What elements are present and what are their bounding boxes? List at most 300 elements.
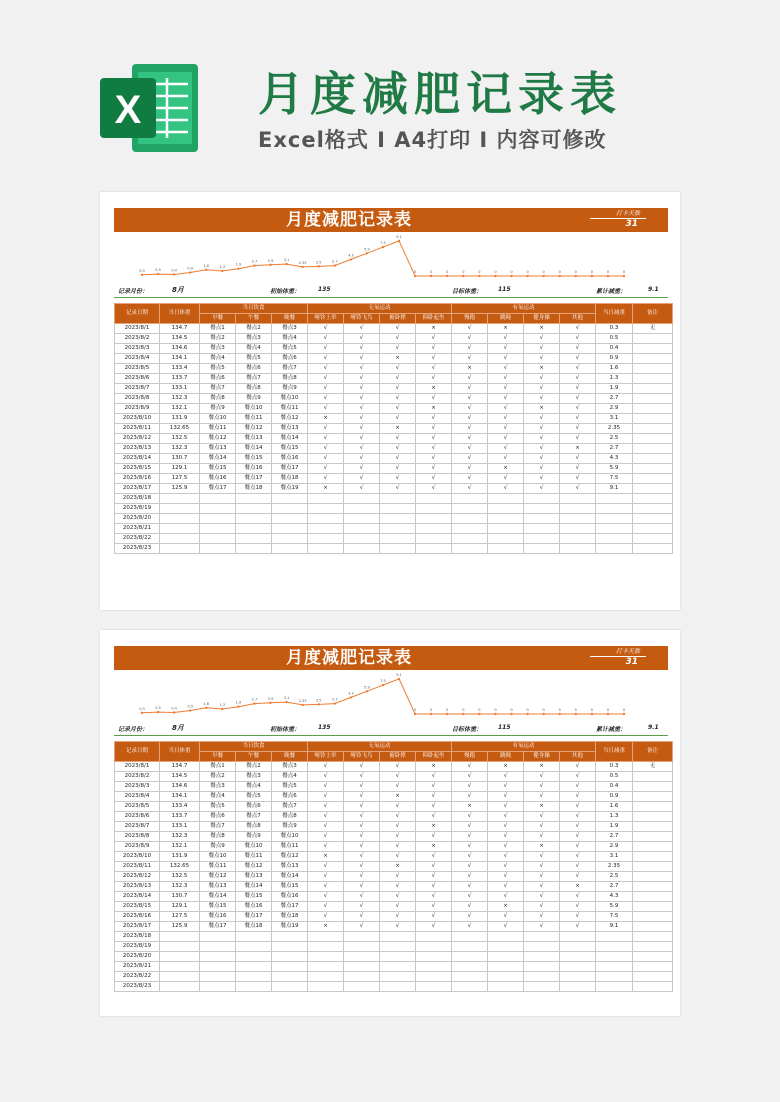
cell-jogging[interactable] [452, 504, 488, 514]
cell-jump-rope[interactable]: √ [488, 374, 524, 384]
cell-pushup[interactable]: √ [380, 912, 416, 922]
cell-dinner[interactable]: 餐点4 [272, 334, 308, 344]
cell-pushup[interactable]: √ [380, 842, 416, 852]
cell-aerobics[interactable]: √ [524, 334, 560, 344]
cell-jogging[interactable]: × [452, 364, 488, 374]
cell-lunch[interactable] [236, 952, 272, 962]
cell-note[interactable] [633, 932, 673, 942]
cell-jogging[interactable]: √ [452, 892, 488, 902]
cell-dumbbell-press[interactable]: √ [308, 842, 344, 852]
cell-lunch[interactable] [236, 534, 272, 544]
cell-other[interactable]: × [560, 444, 596, 454]
cell-situp[interactable]: √ [416, 464, 452, 474]
cell-date[interactable]: 2023/8/9 [115, 404, 160, 414]
cell-aerobics[interactable]: √ [524, 822, 560, 832]
cell-lunch[interactable]: 餐点3 [236, 334, 272, 344]
cell-loss[interactable]: 0.3 [596, 762, 633, 772]
cell-situp[interactable]: √ [416, 474, 452, 484]
cell-weight[interactable]: 132.3 [160, 832, 200, 842]
cell-other[interactable] [560, 942, 596, 952]
cell-dinner[interactable]: 餐点19 [272, 922, 308, 932]
cell-note[interactable] [633, 942, 673, 952]
cell-dumbbell-fly[interactable]: √ [344, 812, 380, 822]
cell-aerobics[interactable]: √ [524, 464, 560, 474]
cell-weight[interactable]: 134.5 [160, 772, 200, 782]
cell-dinner[interactable]: 餐点7 [272, 364, 308, 374]
cell-date[interactable]: 2023/8/8 [115, 832, 160, 842]
cell-aerobics[interactable]: × [524, 842, 560, 852]
cell-jump-rope[interactable]: √ [488, 912, 524, 922]
cell-weight[interactable]: 134.7 [160, 762, 200, 772]
cell-jogging[interactable]: √ [452, 822, 488, 832]
cell-jogging[interactable]: √ [452, 474, 488, 484]
cell-loss[interactable]: 0.3 [596, 324, 633, 334]
cell-breakfast[interactable]: 餐点4 [200, 354, 236, 364]
cell-lunch[interactable]: 餐点3 [236, 772, 272, 782]
cell-dumbbell-press[interactable]: √ [308, 772, 344, 782]
cell-dumbbell-fly[interactable]: √ [344, 354, 380, 364]
cell-jogging[interactable]: × [452, 802, 488, 812]
cell-dinner[interactable] [272, 932, 308, 942]
cell-dumbbell-press[interactable]: √ [308, 882, 344, 892]
cell-dumbbell-fly[interactable]: √ [344, 832, 380, 842]
cell-dumbbell-press[interactable]: √ [308, 324, 344, 334]
cell-aerobics[interactable]: √ [524, 832, 560, 842]
cell-pushup[interactable]: √ [380, 434, 416, 444]
cell-dumbbell-press[interactable] [308, 524, 344, 534]
cell-situp[interactable]: √ [416, 902, 452, 912]
cell-jogging[interactable] [452, 494, 488, 504]
cell-lunch[interactable]: 餐点14 [236, 444, 272, 454]
cell-aerobics[interactable] [524, 534, 560, 544]
cell-jogging[interactable]: √ [452, 484, 488, 494]
cell-situp[interactable]: √ [416, 892, 452, 902]
cell-pushup[interactable]: × [380, 354, 416, 364]
cell-situp[interactable] [416, 524, 452, 534]
cell-aerobics[interactable]: √ [524, 852, 560, 862]
cell-lunch[interactable]: 餐点9 [236, 832, 272, 842]
cell-pushup[interactable]: √ [380, 782, 416, 792]
cell-weight[interactable] [160, 932, 200, 942]
cell-date[interactable]: 2023/8/5 [115, 364, 160, 374]
cell-other[interactable] [560, 544, 596, 554]
cell-note[interactable] [633, 852, 673, 862]
cell-weight[interactable]: 133.1 [160, 822, 200, 832]
cell-note[interactable] [633, 882, 673, 892]
cell-breakfast[interactable]: 餐点17 [200, 922, 236, 932]
cell-jump-rope[interactable]: √ [488, 424, 524, 434]
cell-jump-rope[interactable]: × [488, 464, 524, 474]
cell-dumbbell-press[interactable] [308, 504, 344, 514]
cell-jogging[interactable]: √ [452, 444, 488, 454]
cell-loss[interactable]: 1.9 [596, 822, 633, 832]
cell-situp[interactable]: √ [416, 364, 452, 374]
cell-dumbbell-fly[interactable]: √ [344, 772, 380, 782]
cell-loss[interactable]: 1.6 [596, 364, 633, 374]
cell-dinner[interactable]: 餐点13 [272, 862, 308, 872]
cell-aerobics[interactable]: √ [524, 922, 560, 932]
cell-dumbbell-press[interactable]: √ [308, 832, 344, 842]
cell-lunch[interactable]: 餐点4 [236, 344, 272, 354]
cell-dumbbell-fly[interactable] [344, 494, 380, 504]
cell-jump-rope[interactable]: √ [488, 404, 524, 414]
cell-other[interactable]: √ [560, 364, 596, 374]
cell-pushup[interactable]: √ [380, 394, 416, 404]
cell-other[interactable]: √ [560, 902, 596, 912]
cell-jogging[interactable] [452, 514, 488, 524]
cell-lunch[interactable]: 餐点15 [236, 454, 272, 464]
cell-situp[interactable]: √ [416, 334, 452, 344]
cell-aerobics[interactable]: √ [524, 812, 560, 822]
cell-dumbbell-press[interactable]: √ [308, 454, 344, 464]
cell-weight[interactable] [160, 952, 200, 962]
cell-weight[interactable] [160, 514, 200, 524]
cell-loss[interactable] [596, 524, 633, 534]
cell-dumbbell-press[interactable]: √ [308, 872, 344, 882]
cell-dumbbell-press[interactable] [308, 962, 344, 972]
cell-jogging[interactable]: √ [452, 812, 488, 822]
cell-breakfast[interactable]: 餐点10 [200, 414, 236, 424]
cell-dumbbell-press[interactable]: √ [308, 374, 344, 384]
cell-aerobics[interactable]: √ [524, 872, 560, 882]
cell-other[interactable]: √ [560, 354, 596, 364]
cell-jump-rope[interactable]: √ [488, 842, 524, 852]
cell-dumbbell-press[interactable] [308, 534, 344, 544]
cell-other[interactable]: √ [560, 802, 596, 812]
cell-note[interactable] [633, 444, 673, 454]
cell-dumbbell-fly[interactable]: √ [344, 424, 380, 434]
cell-date[interactable]: 2023/8/2 [115, 772, 160, 782]
cell-jogging[interactable] [452, 932, 488, 942]
cell-situp[interactable] [416, 544, 452, 554]
cell-breakfast[interactable]: 餐点7 [200, 384, 236, 394]
cell-situp[interactable] [416, 982, 452, 992]
cell-dumbbell-press[interactable] [308, 982, 344, 992]
cell-dumbbell-fly[interactable] [344, 972, 380, 982]
cell-jogging[interactable]: √ [452, 324, 488, 334]
cell-note[interactable] [633, 832, 673, 842]
cell-date[interactable]: 2023/8/22 [115, 534, 160, 544]
cell-dumbbell-press[interactable]: √ [308, 802, 344, 812]
cell-dumbbell-press[interactable]: × [308, 484, 344, 494]
cell-breakfast[interactable]: 餐点17 [200, 484, 236, 494]
cell-jump-rope[interactable]: √ [488, 822, 524, 832]
cell-dumbbell-press[interactable]: √ [308, 384, 344, 394]
cell-jump-rope[interactable] [488, 534, 524, 544]
cell-other[interactable]: √ [560, 374, 596, 384]
cell-pushup[interactable]: √ [380, 802, 416, 812]
cell-pushup[interactable]: √ [380, 882, 416, 892]
cell-jogging[interactable]: √ [452, 882, 488, 892]
cell-dumbbell-press[interactable]: × [308, 414, 344, 424]
cell-aerobics[interactable]: √ [524, 902, 560, 912]
cell-jump-rope[interactable]: √ [488, 484, 524, 494]
cell-situp[interactable] [416, 534, 452, 544]
cell-loss[interactable] [596, 962, 633, 972]
cell-jump-rope[interactable] [488, 524, 524, 534]
cell-loss[interactable]: 2.35 [596, 424, 633, 434]
cell-weight[interactable]: 127.5 [160, 912, 200, 922]
cell-other[interactable]: √ [560, 474, 596, 484]
cell-dinner[interactable]: 餐点5 [272, 782, 308, 792]
cell-jogging[interactable]: √ [452, 354, 488, 364]
cell-date[interactable]: 2023/8/3 [115, 782, 160, 792]
cell-jogging[interactable]: √ [452, 414, 488, 424]
cell-note[interactable] [633, 922, 673, 932]
cell-situp[interactable]: √ [416, 832, 452, 842]
cell-situp[interactable]: √ [416, 912, 452, 922]
cell-lunch[interactable]: 餐点11 [236, 852, 272, 862]
cell-aerobics[interactable] [524, 544, 560, 554]
cell-weight[interactable]: 132.1 [160, 842, 200, 852]
cell-dinner[interactable]: 餐点4 [272, 772, 308, 782]
cell-loss[interactable] [596, 494, 633, 504]
cell-note[interactable] [633, 772, 673, 782]
cell-lunch[interactable] [236, 942, 272, 952]
cell-aerobics[interactable]: √ [524, 772, 560, 782]
cell-situp[interactable]: √ [416, 484, 452, 494]
cell-note[interactable] [633, 414, 673, 424]
cell-breakfast[interactable] [200, 544, 236, 554]
cell-dumbbell-fly[interactable] [344, 524, 380, 534]
cell-situp[interactable]: √ [416, 802, 452, 812]
cell-date[interactable]: 2023/8/7 [115, 384, 160, 394]
cell-dinner[interactable]: 餐点9 [272, 384, 308, 394]
cell-lunch[interactable] [236, 514, 272, 524]
cell-other[interactable]: √ [560, 334, 596, 344]
cell-other[interactable] [560, 514, 596, 524]
cell-dinner[interactable]: 餐点8 [272, 812, 308, 822]
cell-note[interactable] [633, 872, 673, 882]
cell-breakfast[interactable]: 餐点3 [200, 344, 236, 354]
cell-loss[interactable]: 2.5 [596, 872, 633, 882]
cell-breakfast[interactable] [200, 972, 236, 982]
cell-jump-rope[interactable]: √ [488, 872, 524, 882]
cell-dumbbell-fly[interactable]: √ [344, 782, 380, 792]
cell-dumbbell-press[interactable]: × [308, 922, 344, 932]
cell-dumbbell-fly[interactable]: √ [344, 474, 380, 484]
cell-situp[interactable]: × [416, 762, 452, 772]
cell-dumbbell-fly[interactable] [344, 952, 380, 962]
cell-other[interactable]: × [560, 882, 596, 892]
cell-date[interactable]: 2023/8/7 [115, 822, 160, 832]
cell-breakfast[interactable]: 餐点1 [200, 324, 236, 334]
cell-weight[interactable] [160, 524, 200, 534]
cell-jogging[interactable]: √ [452, 424, 488, 434]
cell-jogging[interactable]: √ [452, 344, 488, 354]
cell-weight[interactable] [160, 962, 200, 972]
cell-lunch[interactable]: 餐点12 [236, 424, 272, 434]
cell-jogging[interactable]: √ [452, 792, 488, 802]
cell-date[interactable]: 2023/8/18 [115, 932, 160, 942]
cell-date[interactable]: 2023/8/8 [115, 394, 160, 404]
cell-other[interactable]: √ [560, 912, 596, 922]
cell-pushup[interactable]: √ [380, 414, 416, 424]
cell-loss[interactable]: 0.9 [596, 792, 633, 802]
cell-jump-rope[interactable]: √ [488, 922, 524, 932]
cell-jogging[interactable]: √ [452, 464, 488, 474]
cell-dinner[interactable] [272, 494, 308, 504]
cell-lunch[interactable]: 餐点15 [236, 892, 272, 902]
cell-aerobics[interactable] [524, 952, 560, 962]
cell-weight[interactable] [160, 972, 200, 982]
cell-date[interactable]: 2023/8/18 [115, 494, 160, 504]
cell-breakfast[interactable]: 餐点2 [200, 334, 236, 344]
cell-loss[interactable] [596, 544, 633, 554]
cell-aerobics[interactable]: √ [524, 344, 560, 354]
cell-jogging[interactable]: √ [452, 454, 488, 464]
cell-note[interactable] [633, 902, 673, 912]
cell-aerobics[interactable]: √ [524, 484, 560, 494]
cell-jump-rope[interactable]: √ [488, 384, 524, 394]
cell-dumbbell-press[interactable]: √ [308, 404, 344, 414]
cell-jump-rope[interactable]: √ [488, 354, 524, 364]
cell-dumbbell-fly[interactable]: √ [344, 922, 380, 932]
cell-other[interactable]: √ [560, 812, 596, 822]
cell-weight[interactable]: 129.1 [160, 902, 200, 912]
cell-dumbbell-press[interactable]: √ [308, 334, 344, 344]
cell-dumbbell-fly[interactable]: √ [344, 364, 380, 374]
cell-lunch[interactable]: 餐点8 [236, 822, 272, 832]
cell-loss[interactable]: 0.4 [596, 344, 633, 354]
cell-note[interactable] [633, 484, 673, 494]
cell-lunch[interactable]: 餐点18 [236, 484, 272, 494]
cell-lunch[interactable]: 餐点9 [236, 394, 272, 404]
cell-dinner[interactable]: 餐点15 [272, 882, 308, 892]
cell-dumbbell-press[interactable]: √ [308, 464, 344, 474]
cell-other[interactable]: √ [560, 324, 596, 334]
cell-date[interactable]: 2023/8/12 [115, 434, 160, 444]
cell-date[interactable]: 2023/8/14 [115, 892, 160, 902]
cell-weight[interactable] [160, 544, 200, 554]
cell-dumbbell-press[interactable]: √ [308, 812, 344, 822]
cell-situp[interactable]: √ [416, 872, 452, 882]
cell-jump-rope[interactable]: √ [488, 434, 524, 444]
cell-lunch[interactable]: 餐点7 [236, 374, 272, 384]
cell-date[interactable]: 2023/8/23 [115, 982, 160, 992]
cell-weight[interactable]: 134.6 [160, 782, 200, 792]
cell-jogging[interactable] [452, 972, 488, 982]
cell-breakfast[interactable]: 餐点3 [200, 782, 236, 792]
cell-lunch[interactable]: 餐点16 [236, 902, 272, 912]
cell-weight[interactable] [160, 534, 200, 544]
cell-lunch[interactable] [236, 544, 272, 554]
cell-other[interactable]: √ [560, 892, 596, 902]
cell-dumbbell-press[interactable]: √ [308, 862, 344, 872]
cell-situp[interactable]: √ [416, 922, 452, 932]
cell-dumbbell-fly[interactable]: √ [344, 324, 380, 334]
cell-note[interactable] [633, 544, 673, 554]
cell-note[interactable] [633, 404, 673, 414]
cell-other[interactable]: √ [560, 434, 596, 444]
cell-dumbbell-press[interactable]: √ [308, 782, 344, 792]
cell-weight[interactable]: 127.5 [160, 474, 200, 484]
cell-pushup[interactable] [380, 942, 416, 952]
cell-aerobics[interactable]: √ [524, 882, 560, 892]
cell-date[interactable]: 2023/8/16 [115, 912, 160, 922]
cell-loss[interactable] [596, 932, 633, 942]
cell-dinner[interactable]: 餐点16 [272, 892, 308, 902]
cell-note[interactable] [633, 982, 673, 992]
cell-pushup[interactable]: √ [380, 852, 416, 862]
cell-date[interactable]: 2023/8/3 [115, 344, 160, 354]
cell-breakfast[interactable]: 餐点11 [200, 424, 236, 434]
cell-aerobics[interactable]: × [524, 802, 560, 812]
cell-dumbbell-fly[interactable]: √ [344, 454, 380, 464]
cell-dumbbell-fly[interactable]: √ [344, 374, 380, 384]
cell-weight[interactable]: 131.9 [160, 852, 200, 862]
cell-loss[interactable] [596, 942, 633, 952]
cell-note[interactable]: 无 [633, 762, 673, 772]
cell-lunch[interactable] [236, 524, 272, 534]
cell-breakfast[interactable]: 餐点15 [200, 464, 236, 474]
cell-dinner[interactable]: 餐点8 [272, 374, 308, 384]
cell-other[interactable]: √ [560, 842, 596, 852]
cell-aerobics[interactable] [524, 962, 560, 972]
cell-dumbbell-fly[interactable]: √ [344, 802, 380, 812]
cell-aerobics[interactable]: √ [524, 394, 560, 404]
cell-date[interactable]: 2023/8/6 [115, 812, 160, 822]
cell-aerobics[interactable]: √ [524, 374, 560, 384]
cell-dinner[interactable]: 餐点14 [272, 872, 308, 882]
cell-aerobics[interactable] [524, 932, 560, 942]
cell-pushup[interactable]: √ [380, 902, 416, 912]
cell-loss[interactable]: 7.5 [596, 912, 633, 922]
cell-weight[interactable]: 134.1 [160, 792, 200, 802]
cell-jogging[interactable]: √ [452, 852, 488, 862]
cell-breakfast[interactable]: 餐点12 [200, 434, 236, 444]
cell-aerobics[interactable]: √ [524, 384, 560, 394]
cell-situp[interactable]: √ [416, 344, 452, 354]
cell-jump-rope[interactable] [488, 932, 524, 942]
cell-loss[interactable] [596, 534, 633, 544]
cell-date[interactable]: 2023/8/14 [115, 454, 160, 464]
cell-note[interactable] [633, 434, 673, 444]
cell-breakfast[interactable] [200, 952, 236, 962]
cell-other[interactable]: √ [560, 822, 596, 832]
cell-dinner[interactable] [272, 524, 308, 534]
cell-loss[interactable]: 9.1 [596, 922, 633, 932]
cell-aerobics[interactable]: √ [524, 424, 560, 434]
cell-situp[interactable] [416, 494, 452, 504]
cell-jogging[interactable]: √ [452, 374, 488, 384]
cell-situp[interactable]: √ [416, 852, 452, 862]
cell-jump-rope[interactable]: √ [488, 812, 524, 822]
cell-dinner[interactable]: 餐点17 [272, 464, 308, 474]
cell-note[interactable] [633, 812, 673, 822]
cell-aerobics[interactable]: √ [524, 862, 560, 872]
cell-breakfast[interactable]: 餐点8 [200, 832, 236, 842]
cell-dinner[interactable]: 餐点18 [272, 912, 308, 922]
cell-lunch[interactable] [236, 494, 272, 504]
cell-situp[interactable]: √ [416, 772, 452, 782]
cell-other[interactable] [560, 962, 596, 972]
cell-loss[interactable]: 1.9 [596, 384, 633, 394]
cell-note[interactable] [633, 802, 673, 812]
cell-weight[interactable]: 133.7 [160, 374, 200, 384]
cell-dumbbell-press[interactable] [308, 942, 344, 952]
cell-dumbbell-press[interactable] [308, 932, 344, 942]
cell-situp[interactable] [416, 504, 452, 514]
cell-aerobics[interactable] [524, 494, 560, 504]
cell-loss[interactable]: 2.7 [596, 832, 633, 842]
cell-situp[interactable]: √ [416, 454, 452, 464]
cell-loss[interactable]: 0.9 [596, 354, 633, 364]
cell-jogging[interactable] [452, 982, 488, 992]
cell-jump-rope[interactable] [488, 494, 524, 504]
cell-weight[interactable]: 132.65 [160, 424, 200, 434]
cell-jogging[interactable] [452, 962, 488, 972]
